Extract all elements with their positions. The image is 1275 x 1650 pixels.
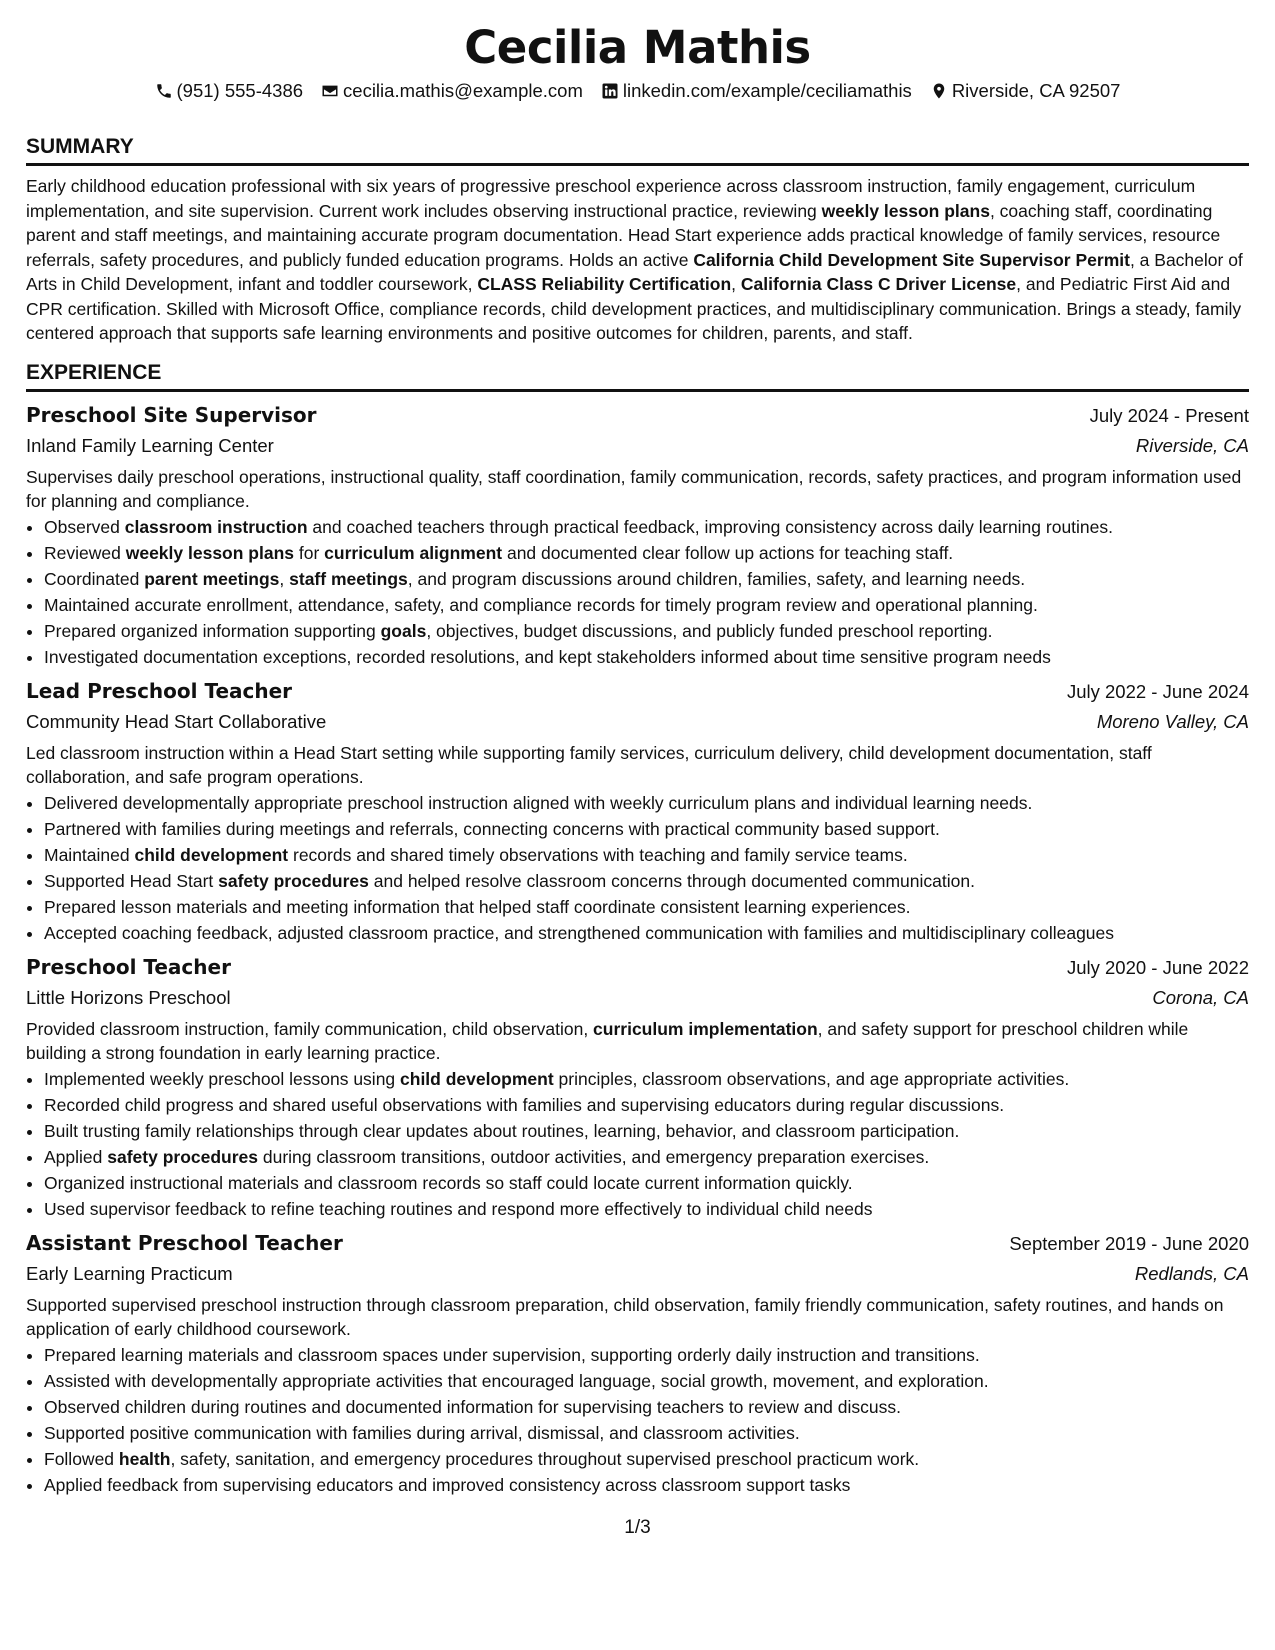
job-entry bbox=[26, 952, 1249, 1222]
text-segment: Supported positive communication with families during arrival, dismissal, and classroom activities. bbox=[44, 1422, 800, 1443]
job-bullets bbox=[26, 1342, 1249, 1498]
job-title: Lead Preschool Teacher bbox=[26, 678, 293, 703]
job-header-row bbox=[26, 952, 1249, 983]
text-segment: Maintained bbox=[44, 844, 135, 865]
job-bullets bbox=[26, 1066, 1249, 1222]
job-company-row bbox=[26, 431, 1249, 461]
list-item bbox=[44, 868, 1249, 894]
list-item bbox=[44, 1446, 1249, 1472]
text-segment: , coaching staff, coordinating parent and staff meetings, and maintaining accurate program documentation. Head Start experience adds practical knowledge of family services, resource referrals, safety procedures, and publicly funded education programs. Holds an active bbox=[26, 200, 1221, 270]
summary-text bbox=[26, 174, 1249, 346]
list-item bbox=[44, 1368, 1249, 1394]
job-company-row bbox=[26, 707, 1249, 737]
contact-bar bbox=[26, 78, 1249, 104]
map-pin-icon bbox=[930, 82, 948, 100]
text-segment: , safety, sanitation, and emergency procedures throughout supervised preschool practicum work. bbox=[170, 1448, 920, 1469]
list-item bbox=[44, 894, 1249, 920]
list-item bbox=[44, 1066, 1249, 1092]
text-segment: Prepared organized information supporting bbox=[44, 620, 381, 641]
text-segment: Observed bbox=[44, 516, 125, 537]
text-segment: Maintained accurate enrollment, attendance, safety, and compliance records for timely program review and operational planning. bbox=[44, 594, 1038, 615]
list-item bbox=[44, 1118, 1249, 1144]
text-segment: , objectives, budget discussions, and publicly funded preschool reporting. bbox=[426, 620, 993, 641]
job-company-row bbox=[26, 1259, 1249, 1289]
experience-list bbox=[26, 400, 1249, 1498]
job-header-row bbox=[26, 1228, 1249, 1259]
job-header-row bbox=[26, 400, 1249, 431]
text-segment: Organized instructional materials and classroom records so staff could locate current information quickly. bbox=[44, 1172, 853, 1193]
emphasis-text: goals bbox=[380, 620, 427, 641]
text-segment: Early childhood education professional with six years of progressive preschool experience across classroom instruction, family engagement, curriculum implementation, and site supervision. Current work includes observing instructional practice, reviewing bbox=[26, 176, 1196, 221]
list-item bbox=[44, 842, 1249, 868]
contact-location bbox=[930, 78, 1121, 104]
emphasis-text: CLASS Reliability Certification bbox=[477, 274, 732, 294]
job-dates: July 2024 - Present bbox=[1089, 404, 1249, 426]
summary-heading: SUMMARY bbox=[26, 134, 1249, 166]
text-segment: records and shared timely observations with teaching and family service teams. bbox=[288, 844, 908, 865]
job-title: Preschool Site Supervisor bbox=[26, 402, 317, 427]
job-dates: July 2022 - June 2024 bbox=[1066, 680, 1249, 702]
text-segment: during classroom transitions, outdoor activities, and emergency preparation exercises. bbox=[258, 1146, 930, 1167]
contact-phone bbox=[155, 78, 304, 104]
phone-icon bbox=[155, 82, 173, 100]
text-segment: Observed children during routines and documented information for supervising teachers to review and discuss. bbox=[44, 1396, 901, 1417]
text-segment: Supported supervised preschool instruction through classroom preparation, child observation, family friendly communication, safety routines, and hands on application of early childhood coursework. bbox=[26, 1294, 1224, 1339]
experience-heading: EXPERIENCE bbox=[26, 360, 1249, 392]
job-location: Redlands, CA bbox=[1134, 1262, 1249, 1284]
list-item bbox=[44, 514, 1249, 540]
job-location: Riverside, CA bbox=[1135, 434, 1249, 456]
emphasis-text: safety procedures bbox=[107, 1146, 259, 1167]
linkedin-text: linkedin.com/example/ceciliamathis bbox=[622, 80, 912, 101]
text-segment: , and Pediatric First Aid and CPR certification. Skilled with Microsoft Office, compliance records, child development practices, and multidisciplinary communication. Brings a steady, family centered approach that supports safe learning environments and positive outcomes for children, parents, and staff. bbox=[26, 274, 1242, 343]
contact-linkedin bbox=[601, 78, 912, 104]
linkedin-icon bbox=[601, 82, 619, 100]
emphasis-text: classroom instruction bbox=[124, 516, 308, 537]
emphasis-text: weekly lesson plans bbox=[821, 200, 990, 221]
list-item bbox=[44, 1472, 1249, 1498]
list-item bbox=[44, 540, 1249, 566]
text-segment: , bbox=[279, 568, 290, 589]
emphasis-text: staff meetings bbox=[289, 568, 408, 589]
text-segment: Used supervisor feedback to refine teaching routines and respond more effectively to individual child needs bbox=[44, 1198, 873, 1219]
list-item bbox=[44, 592, 1249, 618]
emphasis-text: health bbox=[118, 1448, 171, 1469]
list-item bbox=[44, 790, 1249, 816]
job-description bbox=[26, 465, 1249, 513]
text-segment: , and program discussions around children, families, safety, and learning needs. bbox=[407, 568, 1026, 589]
text-segment: Provided classroom instruction, family communication, child observation, bbox=[26, 1018, 594, 1039]
emphasis-text: California Child Development Site Supervisor Permit bbox=[693, 249, 1130, 270]
job-location: Moreno Valley, CA bbox=[1096, 710, 1249, 732]
emphasis-text: weekly lesson plans bbox=[125, 542, 294, 563]
text-segment: Partnered with families during meetings and referrals, connecting concerns with practical community based support. bbox=[44, 818, 940, 839]
email-text: cecilia.mathis@example.com bbox=[343, 80, 583, 101]
company-name: Little Horizons Preschool bbox=[26, 986, 231, 1008]
text-segment: Coordinated bbox=[44, 568, 145, 589]
emphasis-text: curriculum alignment bbox=[324, 542, 503, 563]
text-segment: Led classroom instruction within a Head Start setting while supporting family services, curriculum delivery, child development documentation, staff collaboration, and safe program operations. bbox=[26, 742, 1152, 787]
text-segment: Recorded child progress and shared useful observations with families and supervising educators during regular discussions. bbox=[44, 1094, 1005, 1115]
job-location: Corona, CA bbox=[1152, 986, 1249, 1008]
text-segment: Investigated documentation exceptions, recorded resolutions, and kept stakeholders informed about time sensitive program needs bbox=[44, 646, 1051, 667]
text-segment: Reviewed bbox=[44, 542, 126, 563]
location-text: Riverside, CA 92507 bbox=[951, 80, 1121, 101]
list-item bbox=[44, 644, 1249, 670]
text-segment: Implemented weekly preschool lessons using bbox=[44, 1068, 401, 1089]
text-segment: Applied bbox=[44, 1146, 108, 1167]
text-segment: Supported Head Start bbox=[44, 870, 219, 891]
emphasis-text: parent meetings bbox=[144, 568, 280, 589]
list-item bbox=[44, 1170, 1249, 1196]
text-segment: , and safety support for preschool children while building a strong foundation in early learning practice. bbox=[26, 1018, 1189, 1063]
text-segment: Accepted coaching feedback, adjusted classroom practice, and strengthened communication with families and multidisciplinary colleagues bbox=[44, 922, 1115, 943]
job-bullets bbox=[26, 790, 1249, 946]
job-description bbox=[26, 1293, 1249, 1341]
text-segment: Built trusting family relationships through clear updates about routines, learning, behavior, and classroom participation. bbox=[44, 1120, 960, 1141]
text-segment: Prepared lesson materials and meeting information that helped staff coordinate consistent learning experiences. bbox=[44, 896, 911, 917]
text-segment: Supervises daily preschool operations, instructional quality, staff coordination, family communication, records, safety practices, and program information used for planning and compliance. bbox=[26, 466, 1242, 511]
list-item bbox=[44, 816, 1249, 842]
company-name: Early Learning Practicum bbox=[26, 1262, 233, 1284]
job-entry bbox=[26, 1228, 1249, 1498]
list-item bbox=[44, 1144, 1249, 1170]
job-title: Assistant Preschool Teacher bbox=[26, 1230, 343, 1255]
job-description bbox=[26, 741, 1249, 789]
text-segment: and documented clear follow up actions for teaching staff. bbox=[502, 542, 954, 563]
list-item bbox=[44, 1342, 1249, 1368]
emphasis-text: child development bbox=[134, 844, 289, 865]
text-segment: Prepared learning materials and classroom spaces under supervision, supporting orderly daily instruction and transitions. bbox=[44, 1344, 980, 1365]
list-item bbox=[44, 618, 1249, 644]
job-dates: September 2019 - June 2020 bbox=[1009, 1232, 1249, 1254]
text-segment: , bbox=[731, 274, 741, 294]
text-segment: and coached teachers through practical feedback, improving consistency across daily learning routines. bbox=[307, 516, 1114, 537]
job-dates: July 2020 - June 2022 bbox=[1066, 956, 1249, 978]
text-segment: Applied feedback from supervising educators and improved consistency across classroom support tasks bbox=[44, 1474, 851, 1495]
job-entry bbox=[26, 676, 1249, 946]
text-segment: Delivered developmentally appropriate preschool instruction aligned with weekly curriculum plans and individual learning needs. bbox=[44, 792, 1033, 813]
emphasis-text: curriculum implementation bbox=[593, 1018, 818, 1039]
job-bullets bbox=[26, 514, 1249, 670]
job-company-row bbox=[26, 983, 1249, 1013]
list-item bbox=[44, 566, 1249, 592]
emphasis-text: safety procedures bbox=[218, 870, 369, 891]
list-item bbox=[44, 920, 1249, 946]
text-segment: , a Bachelor of Arts in Child Development, infant and toddler coursework, bbox=[26, 249, 1243, 294]
emphasis-text: California Class C Driver License bbox=[740, 274, 1017, 294]
candidate-name: Cecilia Mathis bbox=[464, 21, 811, 74]
job-entry bbox=[26, 400, 1249, 670]
page-indicator: 1/3 bbox=[624, 1517, 651, 1538]
company-name: Community Head Start Collaborative bbox=[26, 710, 327, 732]
text-segment: Assisted with developmentally appropriate activities that encouraged language, social growth, movement, and exploration. bbox=[44, 1370, 989, 1391]
job-description bbox=[26, 1017, 1249, 1065]
contact-email bbox=[321, 78, 583, 104]
company-name: Inland Family Learning Center bbox=[26, 434, 274, 456]
list-item bbox=[44, 1420, 1249, 1446]
text-segment: Followed bbox=[44, 1448, 119, 1469]
list-item bbox=[44, 1092, 1249, 1118]
phone-text: (951) 555-4386 bbox=[176, 80, 304, 101]
job-title: Preschool Teacher bbox=[26, 954, 231, 979]
text-segment: and helped resolve classroom concerns through documented communication. bbox=[368, 870, 975, 891]
job-header-row bbox=[26, 676, 1249, 707]
text-segment: principles, classroom observations, and age appropriate activities. bbox=[553, 1068, 1070, 1089]
text-segment: for bbox=[294, 542, 325, 563]
list-item bbox=[44, 1394, 1249, 1420]
envelope-icon bbox=[321, 82, 339, 100]
list-item bbox=[44, 1196, 1249, 1222]
emphasis-text: child development bbox=[400, 1068, 554, 1089]
